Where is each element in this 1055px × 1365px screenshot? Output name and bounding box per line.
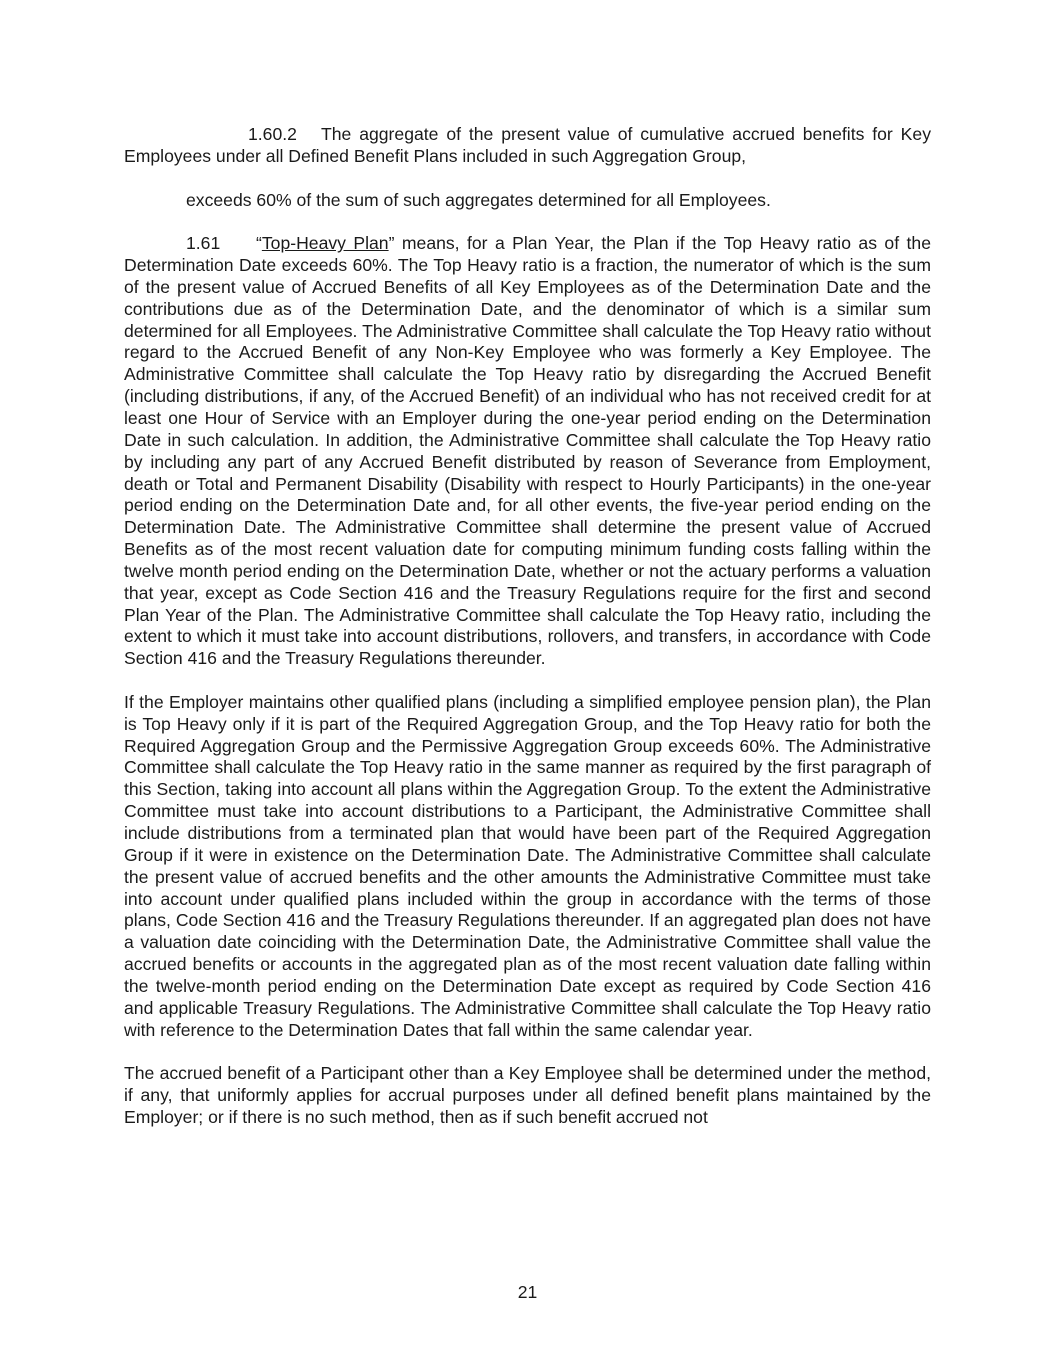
section-text: means, for a Plan Year, the Plan if the Top Heavy ratio as of the Determination Date exceeds 60%. The Top Heavy ratio is a fraction, the numerator of which is the sum of the present value of Accrued Benefits of all Key Employees as of the Determination Date and the contributions due as of the Determination Date, and the denominator of which is a similar sum determined for all Employees. The Administrative Committee shall calculate the Top Heavy ratio without regard to the Accrued Benefit of any Non-Key Employee who was formerly a Key Employee. The Administrative Committee shall calculate the Top Heavy ratio by disregarding the Accrued Benefit (including distributions, if any, of the Accrued Benefit) of an individual who has not received credit for at least one Hour of Service with an Employer during the one-year period ending on the Determination Date in such calculation. In addition, the Administrative Committee shall calculate the Top Heavy ratio by including any part of any Accrued Benefit distributed by reason of Severance from Employment, death or Total and Permanent Disability (Disability with respect to Hourly Participants) in the one-year period ending on the Determination Date and, for all other events, the five-year period ending on the Determination Date. The Administrative Committee shall determine the present value of Accrued Benefits as of the most recent valuation date for computing minimum funding costs falling within the twelve month period ending on the Determination Date, whether or not the actuary performs a valuation that year, except as Code Section 416 and the Treasury Regulations require for the first and second Plan Year of the Plan. The Administrative Committee shall calculate the Top Heavy ratio, including the extent to which it must take into account distributions, rollovers, and transfers, in accordance with Code Section 416 and the Treasury Regulations thereunder. <box>124 233 931 669</box>
defined-term: Top-Heavy Plan <box>261 233 389 254</box>
employer-paragraph: If the Employer maintains other qualified plans (including a simplified employee pension plan), the Plan is Top Heavy only if it is part of the Required Aggregation Group, and the Top Heavy ratio for both the Required Aggregation Group and the Permissive Aggregation Group exceeds 60%. The Administrative Committee shall calculate the Top Heavy ratio in the same manner as required by the first paragraph of this Section, taking into account all plans within the Aggregation Group. To the extent the Administrative Committee must take into account distributions to a Participant, the Administrative Committee shall include distributions from a terminated plan that would have been part of the Required Aggregation Group if it were in existence on the Determination Date. The Administrative Committee shall calculate the present value of accrued benefits and the other amounts the Administrative Committee must take into account under qualified plans included within the group in accordance with the terms of those plans, Code Section 416 and the Treasury Regulations thereunder. If an aggregated plan does not have a valuation date coinciding with the Determination Date, the Administrative Committee shall value the accrued benefits or accounts in the aggregated plan as of the most recent valuation date falling within the twelve-month period ending on the Determination Date except as required by Code Section 416 and applicable Treasury Regulations. The Administrative Committee shall calculate the Top Heavy ratio with reference to the Determination Dates that fall within the same calendar year. <box>124 691 931 1040</box>
section-1-61 <box>124 233 931 670</box>
document-page <box>124 124 931 1129</box>
close-quote: ” <box>388 233 395 254</box>
section-number: 1.61 <box>186 233 221 254</box>
page-number: 21 <box>517 1282 538 1302</box>
section-number: 1.60.2 <box>248 124 297 144</box>
open-quote: “ <box>256 233 262 254</box>
section-text: The aggregate of the present value of cumulative accrued benefits for Key Employees under all Defined Benefit Plans included in such Aggregation Group, <box>124 124 931 166</box>
section-1-60-2 <box>124 124 931 168</box>
exceeds-line: exceeds 60% of the sum of such aggregates determined for all Employees. <box>186 189 771 210</box>
accrued-benefit-paragraph: The accrued benefit of a Participant other than a Key Employee shall be determined under the method, if any, that uniformly applies for accrual purposes under all defined benefit plans maintained by the Employer; or if there is no such method, then as if such benefit accrued not <box>124 1063 931 1127</box>
